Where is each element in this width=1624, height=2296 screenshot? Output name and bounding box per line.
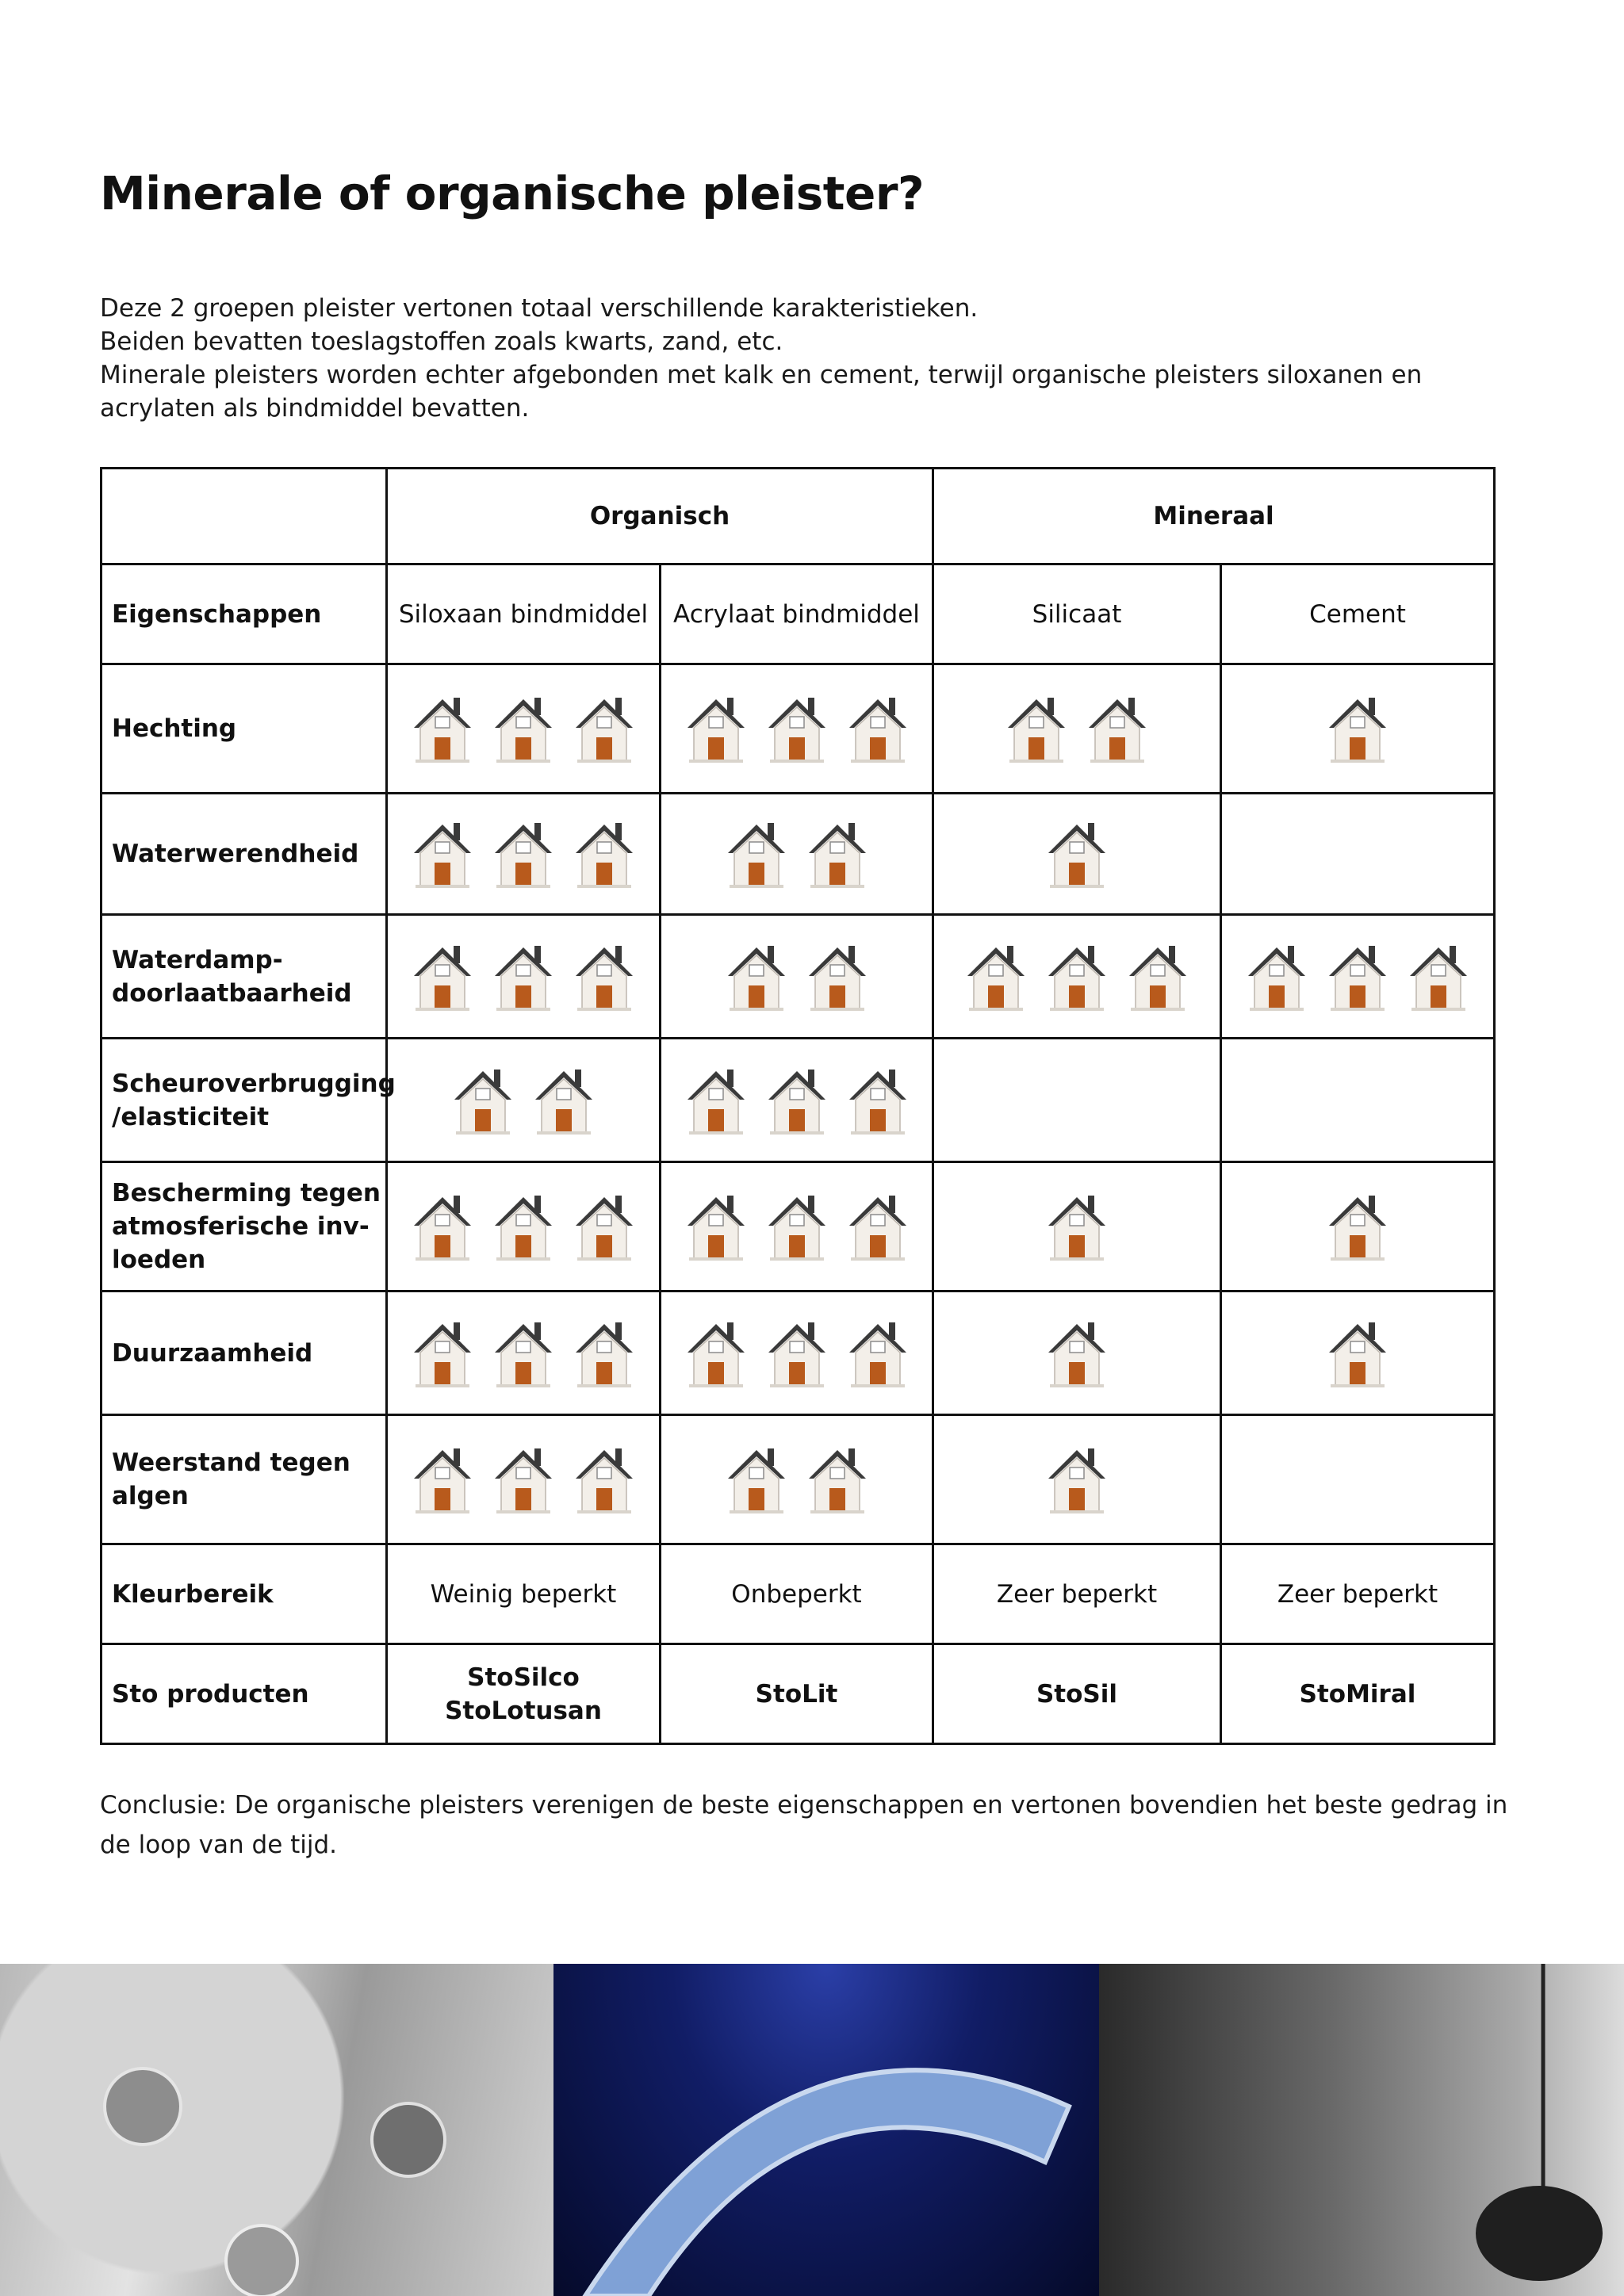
house-rating bbox=[661, 941, 932, 1012]
house-icon bbox=[845, 1065, 911, 1136]
row-label: Waterdamp- doorlaatbaarheid bbox=[102, 915, 387, 1039]
house-icon bbox=[845, 693, 911, 764]
house-icon bbox=[804, 818, 871, 890]
rating-cell bbox=[661, 1039, 933, 1162]
row-label: Sto producten bbox=[102, 1644, 387, 1744]
house-icon bbox=[1124, 941, 1191, 1012]
house-icon bbox=[1044, 941, 1110, 1012]
house-icon bbox=[409, 693, 476, 764]
house-icon bbox=[1324, 941, 1391, 1012]
house-rating bbox=[388, 818, 659, 890]
row-label: Weerstand tegen algen bbox=[102, 1415, 387, 1544]
house-icon bbox=[571, 818, 638, 890]
house-icon bbox=[764, 1065, 830, 1136]
rating-cell bbox=[387, 1415, 661, 1544]
house-icon bbox=[490, 1444, 557, 1515]
house-icon bbox=[409, 818, 476, 890]
house-icon bbox=[683, 693, 749, 764]
properties-table bbox=[100, 467, 1496, 1745]
house-rating bbox=[934, 1318, 1220, 1389]
house-rating bbox=[934, 1191, 1220, 1262]
house-rating bbox=[1222, 1191, 1493, 1262]
house-icon bbox=[1044, 1191, 1110, 1262]
house-icon bbox=[571, 1318, 638, 1389]
house-icon bbox=[1243, 941, 1310, 1012]
intro-line-1: Deze 2 groepen pleister vertonen totaal verschillende karakteristieken. bbox=[100, 294, 979, 323]
house-icon bbox=[804, 941, 871, 1012]
rating-cell bbox=[933, 915, 1221, 1039]
color-range-value: Onbeperkt bbox=[661, 1544, 933, 1644]
house-rating bbox=[388, 1191, 659, 1262]
rating-row bbox=[102, 794, 1495, 915]
rating-cell bbox=[1221, 1415, 1495, 1544]
color-range-value: Zeer beperkt bbox=[933, 1544, 1221, 1644]
house-rating bbox=[388, 1444, 659, 1515]
product-name: StoSilco StoLotusan bbox=[387, 1644, 661, 1744]
house-icon bbox=[1084, 693, 1151, 764]
house-rating bbox=[661, 693, 932, 764]
product-name: StoLit bbox=[661, 1644, 933, 1744]
house-icon bbox=[1044, 1444, 1110, 1515]
impact-pendulum-illustration bbox=[1099, 1964, 1624, 2296]
house-icon bbox=[683, 1191, 749, 1262]
house-rating bbox=[388, 693, 659, 764]
house-rating bbox=[1222, 941, 1493, 1012]
house-icon bbox=[804, 1444, 871, 1515]
rating-cell bbox=[1221, 1039, 1495, 1162]
flexible-panel-illustration bbox=[553, 1964, 1099, 2296]
house-rating bbox=[388, 1318, 659, 1389]
house-icon bbox=[409, 1444, 476, 1515]
house-rating bbox=[934, 941, 1220, 1012]
house-icon bbox=[490, 941, 557, 1012]
house-rating bbox=[934, 818, 1220, 890]
rating-cell bbox=[933, 794, 1221, 915]
house-rating bbox=[934, 693, 1220, 764]
color-range-row bbox=[102, 1544, 1495, 1644]
photo-water-droplets bbox=[0, 1964, 553, 2296]
house-icon bbox=[409, 941, 476, 1012]
house-rating bbox=[661, 1318, 932, 1389]
house-rating bbox=[388, 1065, 659, 1136]
water-droplets-illustration bbox=[0, 1964, 553, 2296]
house-icon bbox=[1324, 1318, 1391, 1389]
house-rating bbox=[1222, 693, 1493, 764]
house-icon bbox=[530, 1065, 597, 1136]
row-label: Hechting bbox=[102, 664, 387, 794]
house-icon bbox=[723, 941, 790, 1012]
intro-line-2: Beiden bevatten toeslagstoffen zoals kwarts, zand, etc. bbox=[100, 327, 783, 356]
header-properties-label: Eigenschappen bbox=[102, 564, 387, 664]
rating-cell bbox=[387, 1292, 661, 1415]
house-rating bbox=[661, 818, 932, 890]
header-siloxaan: Siloxaan bindmiddel bbox=[387, 564, 661, 664]
house-icon bbox=[1324, 693, 1391, 764]
house-icon bbox=[409, 1318, 476, 1389]
house-icon bbox=[1324, 1191, 1391, 1262]
rating-cell bbox=[387, 1039, 661, 1162]
conclusion-text: Conclusie: De organische pleisters verenigen de beste eigenschappen en vertonen bovendien het beste gedrag in de loop van de tijd. bbox=[100, 1791, 1508, 1859]
page-title: Minerale of organische pleister? bbox=[100, 166, 925, 220]
rating-cell bbox=[661, 794, 933, 915]
house-icon bbox=[571, 1444, 638, 1515]
rating-cell bbox=[933, 1292, 1221, 1415]
rating-rows bbox=[102, 664, 1495, 1544]
house-icon bbox=[450, 1065, 516, 1136]
house-icon bbox=[490, 818, 557, 890]
row-label: Bescherming tegen atmosferische inv- loeden bbox=[102, 1162, 387, 1292]
rating-cell bbox=[661, 915, 933, 1039]
rating-row bbox=[102, 915, 1495, 1039]
house-icon bbox=[1044, 1318, 1110, 1389]
house-icon bbox=[845, 1191, 911, 1262]
house-icon bbox=[409, 1191, 476, 1262]
house-icon bbox=[1044, 818, 1110, 890]
group-header-mineral: Mineraal bbox=[933, 469, 1495, 564]
house-icon bbox=[683, 1065, 749, 1136]
rating-cell bbox=[1221, 1292, 1495, 1415]
rating-cell bbox=[387, 794, 661, 915]
house-rating bbox=[1222, 1318, 1493, 1389]
photo-impact-pendulum bbox=[1099, 1964, 1624, 2296]
rating-row bbox=[102, 1039, 1495, 1162]
rating-cell bbox=[933, 1039, 1221, 1162]
rating-cell bbox=[661, 1292, 933, 1415]
rating-cell bbox=[661, 1162, 933, 1292]
rating-cell bbox=[661, 1415, 933, 1544]
product-name: StoMiral bbox=[1221, 1644, 1495, 1744]
house-icon bbox=[683, 1318, 749, 1389]
row-label: Waterwerendheid bbox=[102, 794, 387, 915]
rating-row bbox=[102, 1415, 1495, 1544]
row-label: Scheuroverbrugging /elasticiteit bbox=[102, 1039, 387, 1162]
group-header-organic: Organisch bbox=[387, 469, 933, 564]
house-icon bbox=[723, 818, 790, 890]
rating-cell bbox=[387, 915, 661, 1039]
header-cement: Cement bbox=[1221, 564, 1495, 664]
house-icon bbox=[764, 1191, 830, 1262]
products-row bbox=[102, 1644, 1495, 1744]
house-icon bbox=[1405, 941, 1472, 1012]
house-icon bbox=[571, 941, 638, 1012]
intro-text bbox=[100, 292, 1511, 425]
rating-cell bbox=[387, 1162, 661, 1292]
house-icon bbox=[845, 1318, 911, 1389]
house-icon bbox=[764, 693, 830, 764]
rating-row bbox=[102, 1292, 1495, 1415]
house-icon bbox=[1003, 693, 1070, 764]
intro-line-3: Minerale pleisters worden echter afgebonden met kalk en cement, terwijl organische pleisters siloxanen en acrylaten als bindmiddel bevatten. bbox=[100, 361, 1423, 423]
house-icon bbox=[723, 1444, 790, 1515]
row-label: Duurzaamheid bbox=[102, 1292, 387, 1415]
rating-row bbox=[102, 664, 1495, 794]
house-rating bbox=[661, 1065, 932, 1136]
rating-cell bbox=[1221, 664, 1495, 794]
house-rating bbox=[661, 1191, 932, 1262]
house-icon bbox=[764, 1318, 830, 1389]
rating-cell bbox=[933, 1415, 1221, 1544]
house-icon bbox=[490, 1318, 557, 1389]
house-icon bbox=[490, 1191, 557, 1262]
corner-cell bbox=[102, 469, 387, 564]
house-rating bbox=[661, 1444, 932, 1515]
house-icon bbox=[571, 1191, 638, 1262]
house-icon bbox=[963, 941, 1029, 1012]
color-range-value: Weinig beperkt bbox=[387, 1544, 661, 1644]
rating-cell bbox=[933, 664, 1221, 794]
rating-cell bbox=[661, 664, 933, 794]
photo-flexible-panel bbox=[553, 1964, 1099, 2296]
house-icon bbox=[490, 693, 557, 764]
header-acrylaat: Acrylaat bindmiddel bbox=[661, 564, 933, 664]
product-name: StoSil bbox=[933, 1644, 1221, 1744]
row-label: Kleurbereik bbox=[102, 1544, 387, 1644]
rating-cell bbox=[387, 664, 661, 794]
rating-cell bbox=[1221, 915, 1495, 1039]
house-icon bbox=[571, 693, 638, 764]
house-rating bbox=[934, 1444, 1220, 1515]
rating-row bbox=[102, 1162, 1495, 1292]
header-silicaat: Silicaat bbox=[933, 564, 1221, 664]
rating-cell bbox=[933, 1162, 1221, 1292]
house-rating bbox=[388, 941, 659, 1012]
rating-cell bbox=[1221, 794, 1495, 915]
color-range-value: Zeer beperkt bbox=[1221, 1544, 1495, 1644]
rating-cell bbox=[1221, 1162, 1495, 1292]
